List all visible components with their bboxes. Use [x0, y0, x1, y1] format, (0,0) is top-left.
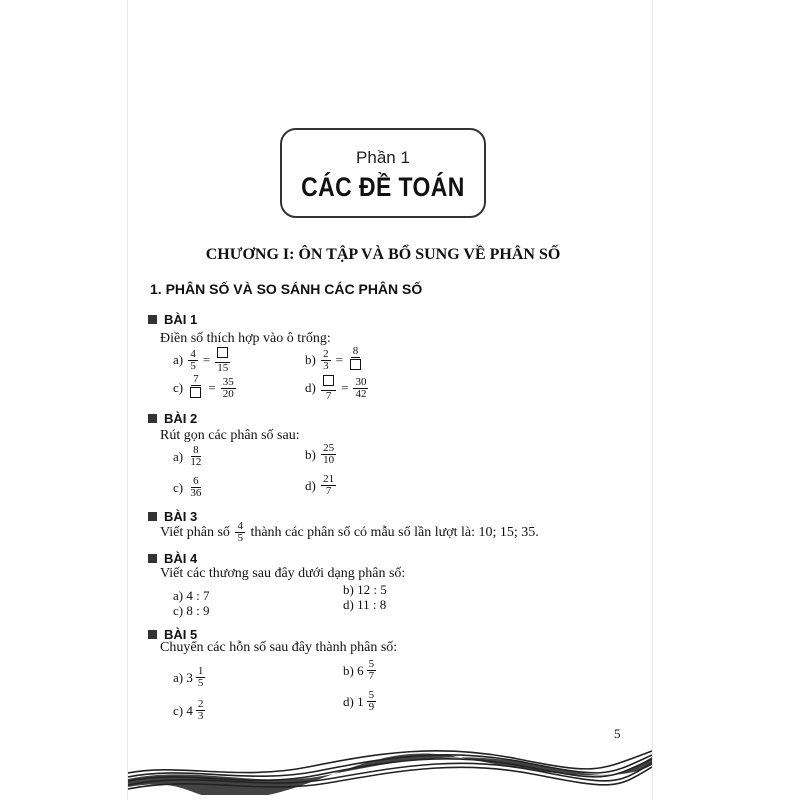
exercise-2-label: BÀI 2: [164, 411, 198, 426]
exercise-4-b: b) 12 : 5: [343, 582, 387, 597]
exercise-2-c: [173, 476, 205, 499]
exercise-3-label: BÀI 3: [164, 509, 198, 524]
denominator: 10: [323, 454, 335, 466]
exercise-5-label: BÀI 5: [164, 627, 198, 642]
chapter-title: CHƯƠNG I: ÔN TẬP VÀ BỔ SUNG VỀ PHÂN SỐ: [205, 246, 561, 263]
exercise-1-label: BÀI 1: [164, 312, 198, 327]
decorative-wave-lines: [128, 735, 652, 795]
denominator: 20: [222, 387, 234, 400]
exercise-2-a: [173, 445, 205, 468]
bullet-square-icon: [148, 414, 157, 423]
item-label: c): [173, 702, 184, 718]
numerator: 35: [222, 375, 234, 388]
exercise-4-instruction: Viết các thương sau đây dưới dạng phân số:: [160, 566, 406, 581]
item-label: c): [173, 380, 184, 395]
exercise-2-instruction: Rút gọn các phân số sau:: [160, 428, 300, 443]
fraction: [196, 699, 206, 722]
numerator: 2: [197, 698, 204, 710]
page-number: 5: [614, 726, 621, 741]
exercise-5-b: [343, 659, 378, 682]
blank-box-icon[interactable]: [323, 375, 334, 386]
exercise-3-instruction: [160, 521, 539, 544]
fraction: [367, 659, 377, 682]
item-label: d): [343, 693, 354, 709]
numerator: 5: [368, 658, 375, 670]
numerator: 4: [190, 347, 196, 360]
denominator: 7: [368, 670, 375, 682]
numerator: 2: [323, 347, 329, 360]
whole-part: 6: [357, 662, 364, 678]
denominator: 12: [190, 456, 202, 468]
item-label: b): [343, 662, 354, 678]
fraction: [321, 374, 336, 402]
fraction: [353, 377, 368, 400]
fraction: [321, 349, 331, 372]
fraction: [367, 690, 377, 713]
denominator-blank[interactable]: [348, 358, 363, 374]
section-title: 1. PHÂN SỐ VÀ SO SÁNH CÁC PHÂN SỐ: [150, 281, 423, 297]
denominator: 3: [323, 359, 329, 372]
fraction: [196, 666, 206, 689]
fraction: [321, 474, 336, 497]
fraction: [188, 374, 203, 402]
fraction: [321, 443, 336, 466]
fraction: [235, 521, 245, 544]
exercise-2-d: [305, 474, 338, 497]
exercise-4-c: c) 8 : 9: [173, 603, 210, 618]
item-label: d): [305, 477, 316, 493]
numerator: 8: [193, 444, 199, 456]
numerator: 6: [193, 475, 199, 487]
item-label: c): [173, 479, 184, 495]
bullet-square-icon: [148, 554, 157, 563]
numerator: 1: [197, 665, 204, 677]
denominator: 5: [190, 359, 196, 372]
exercise-5-d: [343, 690, 378, 713]
denominator-blank[interactable]: [188, 386, 203, 402]
fraction: [188, 349, 198, 372]
exercise-2-b: [305, 443, 338, 466]
numerator: 30: [355, 375, 367, 388]
numerator: 7: [193, 373, 199, 385]
blank-box-icon[interactable]: [190, 387, 201, 398]
exercise-4-label: BÀI 4: [164, 551, 198, 566]
item-label: d): [305, 380, 316, 395]
numerator-blank[interactable]: [321, 374, 336, 391]
exercise-1-instruction: Điền số thích hợp vào ô trống:: [160, 331, 331, 346]
exercise-5-c: [173, 699, 207, 722]
whole-part: 3: [186, 669, 193, 685]
item-label: a): [173, 669, 184, 685]
numerator: 5: [368, 689, 375, 701]
exercise-5-a: [173, 666, 207, 689]
fraction: [221, 377, 236, 400]
whole-part: 1: [357, 693, 364, 709]
denominator: 5: [197, 677, 204, 689]
part-title: CÁC ĐỀ TOÁN: [301, 172, 465, 202]
bullet-square-icon: [148, 630, 157, 639]
exercise-1-b: b) $\frac{2}{3}$ = 8: [305, 346, 365, 374]
denominator: 15: [217, 362, 229, 374]
denominator: 7: [325, 390, 332, 402]
fraction: [188, 445, 203, 468]
whole-part: 4: [186, 702, 193, 718]
numerator: 4: [237, 520, 243, 532]
exercise-1-c: c) 7 = $\frac{35}{20}$: [173, 374, 238, 402]
denominator: 5: [237, 532, 243, 544]
item-label: b): [305, 446, 316, 462]
exercise-1-a: a) $\frac{4}{5}$ = 15: [173, 347, 229, 374]
exercise-5-instruction: Chuyển các hỗn số sau đây thành phân số:: [160, 640, 398, 655]
fraction: [215, 346, 230, 374]
part-label: Phần 1: [356, 148, 410, 167]
item-label: a): [173, 448, 184, 464]
bullet-square-icon: [148, 512, 157, 521]
numerator: 25: [323, 442, 335, 454]
numerator: 21: [323, 473, 335, 485]
denominator: 36: [190, 487, 202, 499]
fraction: [348, 346, 363, 374]
denominator: 42: [355, 387, 367, 400]
blank-box-icon[interactable]: [350, 359, 361, 370]
exercise-2-heading: [148, 411, 197, 426]
instruction-text: thành các phân số có mẫu số lần lượt là: 10; 15; 35.: [250, 524, 539, 540]
fraction: [188, 476, 203, 499]
bullet-square-icon: [148, 315, 157, 324]
numerator: 8: [352, 345, 359, 357]
exercise-1-heading: [148, 312, 197, 327]
denominator: 9: [368, 701, 375, 713]
item-label: b): [305, 352, 316, 367]
blank-box-icon[interactable]: [217, 347, 228, 358]
exercise-4-a: a) 4 : 7: [173, 588, 210, 603]
denominator: 7: [325, 485, 332, 497]
item-label: a): [173, 352, 184, 367]
exercise-4-d: d) 11 : 8: [343, 597, 387, 612]
exercise-4-heading: [148, 551, 197, 566]
exercise-1-d: d) 7 = $\frac{30}{42}$: [305, 375, 367, 402]
instruction-text: Viết phân số: [160, 524, 230, 540]
denominator: 3: [197, 710, 204, 722]
part-header-box: [280, 128, 486, 218]
numerator-blank[interactable]: [215, 346, 230, 363]
